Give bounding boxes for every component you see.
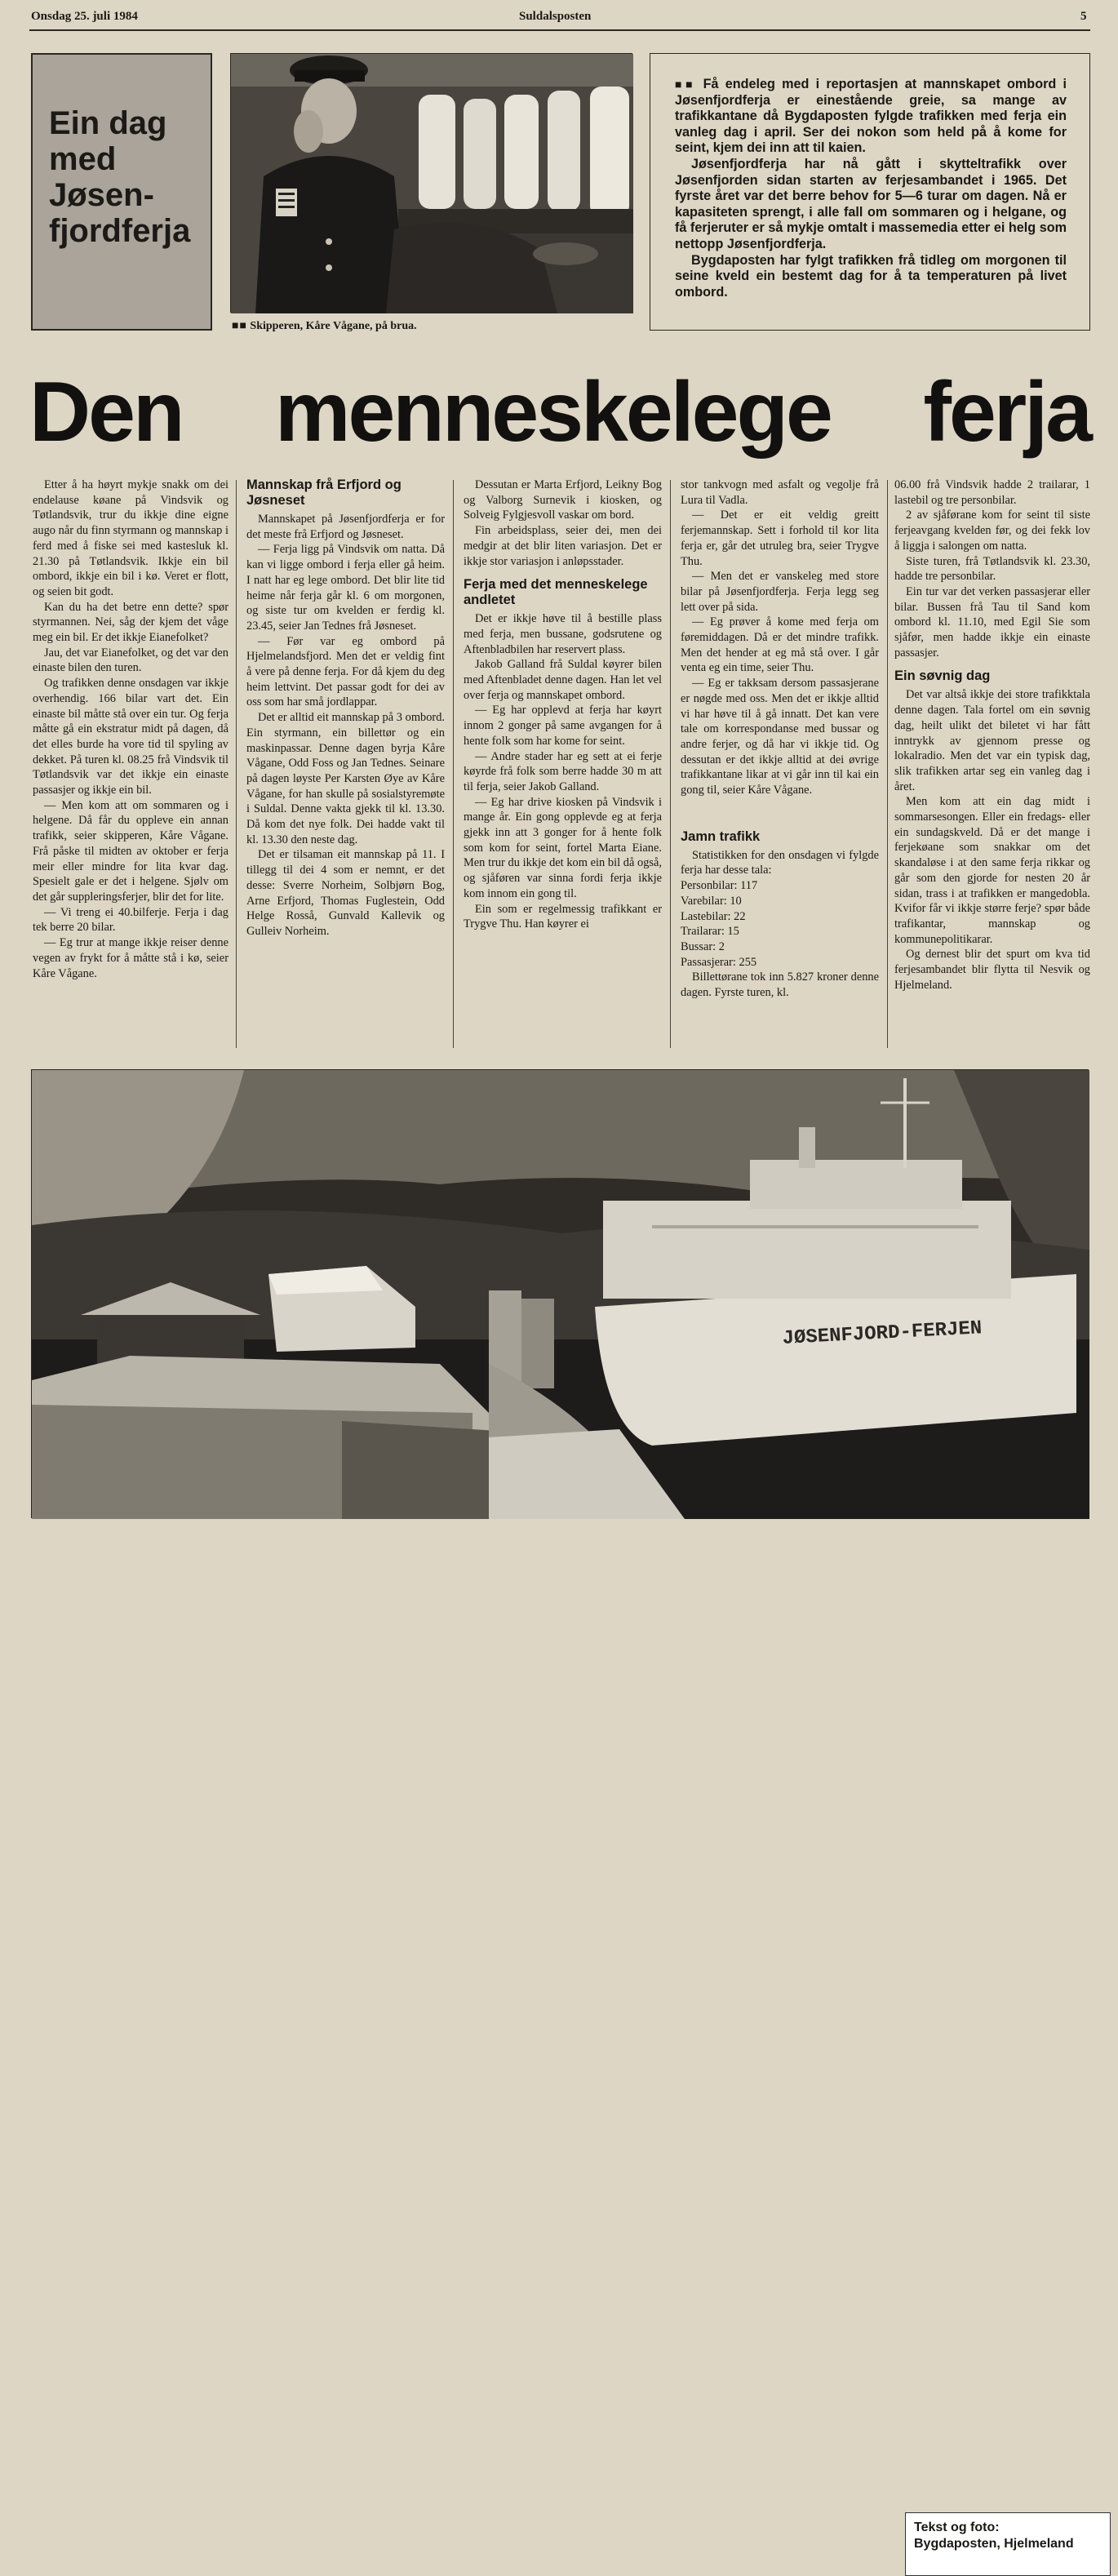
header-page-number: 5 [1080,10,1087,23]
article-paragraph: — Eg trur at mange ikkje reiser denne vegen av frykt for å måtte stå i kø, seier Kåre Vågane. [33,936,228,980]
article-paragraph: — Det er eit veldig greitt ferjemannskap. Sett i forhold til kor lita ferja er, går det utruleg bra, seier Trygve Thu. [681,509,879,568]
credit-line: Bygdaposten, Hjelmeland [914,2537,1074,2551]
main-headline [29,366,1090,460]
subheading-sovnig-dag: Ein søvnig dag [894,668,991,684]
subheading-menneskelege: Ferja med det menneskelege andletet [464,577,648,608]
article-column-2 [246,477,445,1049]
article-paragraph: Jakob Galland frå Suldal køyrer bilen med Aftenbladet denne dagen. Han let vel over ferja og mannskapet ombord. [464,658,662,702]
column-rule [887,480,888,1048]
kicker-line: med [49,141,117,177]
article-paragraph: Kan du ha det betre enn dette? spør styrmannen. Nei, såg der kjem det våge meg ein bil. Er det ikkje Eianefolket? [33,600,228,645]
article-paragraph: — Eg prøver å kome med ferja om føremiddagen. Då er det mindre trafikk. Men det hender at eg må stå over. I går venta eg ein time, seier Thu. [681,615,879,675]
credit-line: Tekst og foto: [914,2520,1000,2534]
kicker-box [31,53,212,331]
stats-line: Trailarar: 15 [681,925,739,939]
intro-paragraph: Jøsenfjordferja har nå gått i skytteltrafikk over Jøsenfjorden sidan starten av ferjesambandet i 1965. Det fyrste året var det berre behov for 5—6 turar om dagen. Nå er kapasiteten sprengt, i alle fall om sommaren og i helgane, og få ferjeruter er så mykje omtalt i massemedia etter ei helg som nettopp Jøsenfjordferja. [675,156,1067,251]
column-rule [453,480,454,1048]
intro-paragraph: ■■ Få endeleg med i reportasjen at mannskapet ombord i Jøsenfjordferja er einestående greie, sa mange av trafikkantane då Bygdaposten fylgde trafikken med ferja ein vanleg dag i april. Ser dei nokon som held på å kome for seint, kjem dei inn att til kaien. [675,77,1067,156]
article-paragraph: — Men kom att om sommaren og i helgene. Då får du oppleve ein annan trafikk, seier skipperen, Kåre Vågane. Frå påske til midten av oktober er ferja meir eller mindre for lita kvar dag. Spesielt gale er det i helgene. Sjølv om det går suppleringsferjer, blir det for lite. [33,798,228,904]
article-paragraph: Jau, det var Eianefolket, og det var den einaste bilen den turen. [33,646,228,675]
article-paragraph: 06.00 frå Vindsvik hadde 2 trailarar, 1 lastebil og tre personbilar. [894,478,1090,507]
article-paragraph: Ein tur var det verken passasjerar eller bilar. Bussen frå Tau til Sand kom ombord kl. 11.10, med Egil Sie som sjåfør, men hadde ikkje ein einaste passasjer. [894,584,1090,660]
headline-word: menneskelege [274,365,831,460]
article-paragraph: — Vi treng ei 40.bilferje. Ferja i dag tek berre 20 bilar. [33,905,228,935]
skipper-photo-illustration [231,54,633,313]
kicker-line: Jøsen- [49,177,154,213]
article-paragraph: Det er alltid eit mannskap på 3 ombord. Ein styrmann, ein billettør og ein maskinpassar. Denne dagen byrja Kåre Vågane, Odd Foss og Jan Tednes. Seinare på dagen løyste Per Karsten Øye av Kåre Vågane, for han skulle på sosialstyremøte i Suldal. Denne vakta gjekk til kl. 13.30. Då kom det nye folk. Dei hadde vakt til kl. 13.30 den neste dag. [246,711,445,846]
article-column-1 [33,477,228,1049]
stats-line: Personbilar: 117 [681,879,758,893]
article-column-3 [464,477,662,1049]
article-paragraph: Mannskapet på Jøsenfjordferja er for det meste frå Erfjord og Jøsneset. [246,513,445,541]
skipper-photo-caption [232,320,417,333]
kicker-line: Ein dag [49,105,167,141]
intro-bullets: ■■ [675,78,697,91]
stats-line: Lastebilar: 22 [681,909,746,923]
headline-word: Den [29,365,183,460]
article-paragraph: stor tankvogn med asfalt og vegolje frå Lura til Vadla. [681,478,879,507]
article-paragraph: — Men det er vanskeleg med store bilar på Jøsenfjordferja. Ferja legg seg lett over på sida. [681,570,879,614]
kicker-line: fjordferja [49,213,191,249]
header-rule [29,29,1090,31]
article-paragraph: — Eg har drive kiosken på Vindsvik i mange år. Ein gong opplevde eg at ferja gjekk inn att 3 gonger for å hente folk som kom for seint, fortel Marta Eiane. Men trur du ikkje det kom ein bil då også, og sjåføren var sinna fordi ferja ikkje kom innom ein gong til. [464,795,662,900]
article-column-5 [894,477,1090,1049]
article-paragraph: Det var altså ikkje dei store trafikktala denne dagen. Tala fortel om ein søvnig dag, heilt ulikt det biletet vi har fått inntrykk av gjennom presse og lokalradio. Men det var ein typisk dag, slik trafikken artar seg ein vanleg dag i året. [894,688,1090,793]
headline-word: ferja [923,365,1090,460]
article-paragraph: Statistikken for den onsdagen vi fylgde ferja har desse tala: [681,848,879,877]
article-paragraph: — Før var eg ombord på Hjelmelandsfjord. Men det er veldig fint å vere på denne ferja. For då kjem du deg heim lettvint. Det passar godt for dei av oss som har små jordlappar. [246,634,445,709]
header-paper-name: Suldalsposten [519,10,592,23]
article-paragraph: Men kom att ein dag midt i sommarsesongen. Eller ein fredags- eller ein sundagskveld. Då er det mange i ferjekøane som snakkar om det skandaløse i at den same ferja rikkar og går som den gjorde for nesten 20 år sidan, trass i at trafikken er mangedobla. Kvifor får vi ikkje større ferje? spør både trafikantar, mannskap og kommunepolitikarar. [894,795,1090,946]
article-paragraph: — Andre stader har eg sett at ei ferje køyrde frå folk som berre hadde 30 m att til ferja, seier Jakob Galland. [464,749,662,793]
article-paragraph: — Eg har opplevd at ferja har køyrt innom 2 gonger på same avgangen for å hente folk som har kome for seint. [464,704,662,748]
article-paragraph: — Ferja ligg på Vindsvik om natta. Då kan vi ligge ombord i ferja eller gå heim. I natt har eg lege ombord. Det blir lite tid heime når ferja går kl. 6 om morgonen, og siste tur om kvelden er ferdig kl. 23.45, seier Jan Tednes frå Jøsneset. [246,543,445,633]
article-paragraph: Dessutan er Marta Erfjord, Leikny Bog og Valborg Surnevik i kiosken, og Solveig Fylgjesvoll vaskar om bord. [464,478,662,522]
intro-paragraph: Bygdaposten har fylgt trafikken frå tidleg om morgonen til seine kveld ein bestemt dag for å ta temperaturen på livet ombord. [675,252,1067,300]
header-date: Onsdag 25. juli 1984 [31,10,138,23]
article-paragraph: Billettørane tok inn 5.827 kroner denne dagen. Fyrste turen, kl. [681,970,879,1000]
caption-bullets: ■■ [232,320,247,332]
column-rule [670,480,671,1048]
intro-box [650,53,1090,331]
skipper-photo [230,53,632,313]
kicker-title [49,105,212,249]
stats-line: Passasjerar: 255 [681,955,757,969]
subheading-jamn-trafikk: Jamn trafikk [681,828,761,844]
article-paragraph: Det er ikkje høve til å bestille plass med ferja, men bussane, godsrutene og Aftenbladbilen har reservert plass. [464,612,662,656]
article-paragraph: 2 av sjåførane kom for seint til siste ferjeavgang kvelden før, og dei fekk lov å liggja i salongen om natta. [894,509,1090,553]
article-paragraph: — Eg er takksam dersom passasjerane er nøgde med oss. Men det er ikkje alltid vi har høve til å gå innatt. Det kan vere tale om korrespondanse med bussar og andre ferjer, og då har vi ikkje tid. Og dessutan er det ikkje alltid at dei øvrige trafikkantane likar at vi går inn til kai ein gong til, seier Kåre Vågane. [681,677,879,797]
ship-name: JØSENFJORD-FERJEN [782,1317,983,1350]
stats-line: Varebilar: 10 [681,894,742,908]
ferry-photo-illustration [32,1070,1089,1519]
article-paragraph: Fin arbeidsplass, seier dei, men dei medgir at det blir liten variasjon. Det er ikkje stor variasjon i anløpsstader. [464,524,662,568]
article-column-4 [681,477,879,1049]
photo-credit-box [905,2512,1111,2576]
article-paragraph: Ein som er regelmessig trafikkant er Trygve Thu. Han køyrer ei [464,902,662,931]
subheading-mannskap: Mannskap frå Erfjord og Jøsneset [246,477,402,508]
column-rule [236,480,237,1048]
article-paragraph: Etter å ha høyrt mykje snakk om dei endelause køane på Vindsvik og Tøtlandsvik, trur du ikkje dine eigne augo når du finn styrmann og mannskap i ferd med å fiske sei med kastesluk kl. 21.30 på Tøtlandsvik. Ikkje ein bil ombord, ikkje ein bil i kø. Veret er flott, og seien bit godt. [33,478,228,598]
article-paragraph: Det er tilsaman eit mannskap på 11. I tillegg til dei 4 som er nemnt, er det desse: Sverre Norheim, Solbjørn Bog, Arne Erfjord, Thomas Fuglestein, Odd Helge Rosså, Gunvald Kallevik og Gulleiv Norheim. [246,848,445,938]
stats-line: Bussar: 2 [681,939,725,953]
article-paragraph: Siste turen, frå Tøtlandsvik kl. 23.30, hadde tre personbilar. [894,554,1090,584]
caption-text: Skipperen, Kåre Vågane, på brua. [250,320,417,332]
article-paragraph: Og trafikken denne onsdagen var ikkje overhendig. 166 bilar vart det. Ein einaste bil måtte stå over ein tur. Og ferja måtte gå ein ekstratur midt på dagen, då det elles burde ha vore tid til spyling av dekket. På turen kl. 08.25 frå Vindsvik til Tøtlandsvik var det ikkje ein einaste passasjer og ikkje ein bil. [33,677,228,797]
ferry-photo [31,1069,1089,2551]
article-paragraph: Og dernest blir det spurt om kva tid ferjesambandet blir flytta til Nesvik og Hjelmeland. [894,948,1090,992]
